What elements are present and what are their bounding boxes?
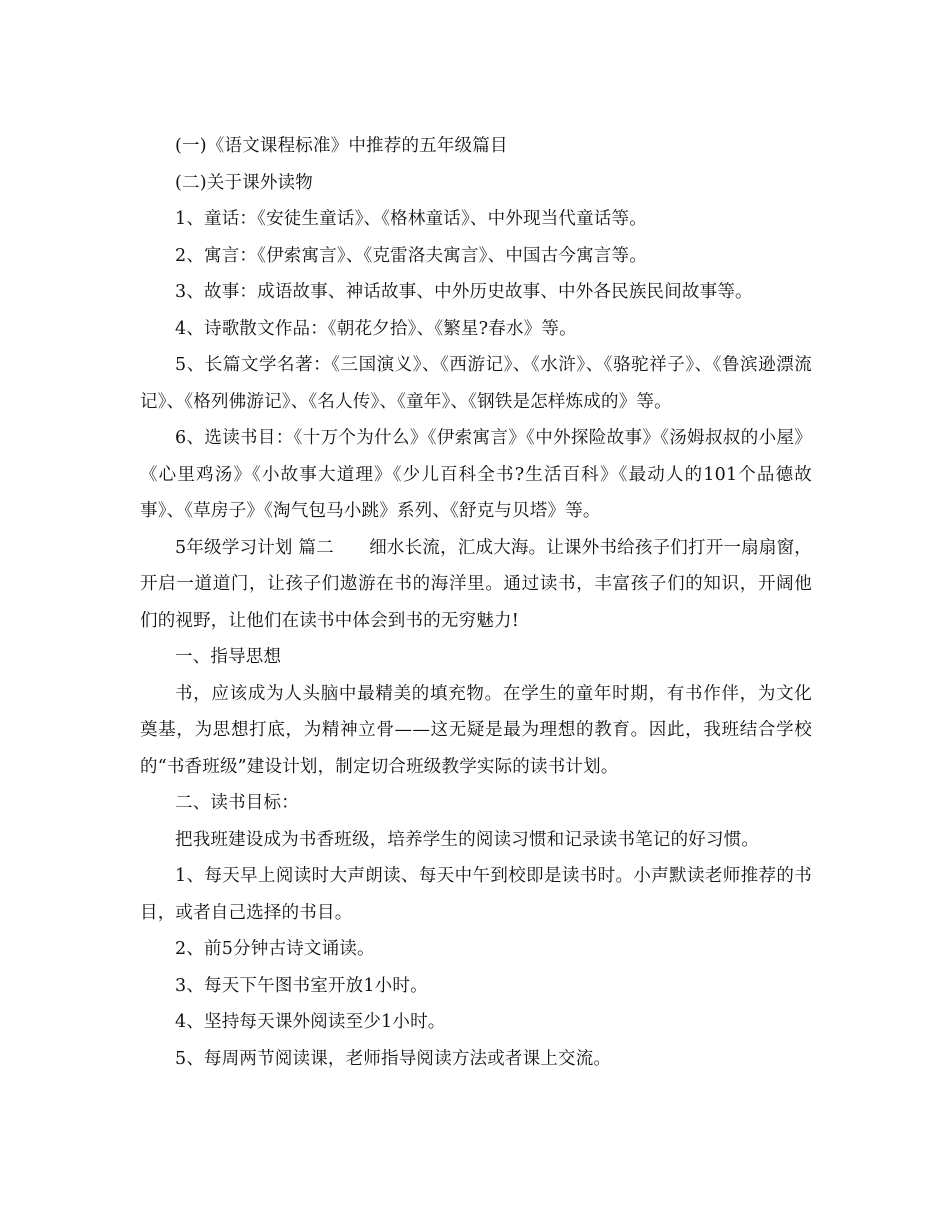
list-item-stories: 3、故事：成语故事、神话故事、中外历史故事、中外各民族民间故事等。: [175, 282, 753, 302]
heading-recommended-list: (一)《语文课程标准》中推荐的五年级篇目: [175, 136, 508, 156]
paragraph-guiding-thought: 书，应该成为人头脑中最精美的填充物。在学生的童年时期，有书作伴，为文化奠基，为思想打底，为精神立骨——这无疑是最为理想的教育。因此，我班结合学校的“书香班级”建设计划，制定切合班级教学实际的读书计划。: [140, 683, 812, 777]
goal-item-5: 5、每周两节阅读课，老师指导阅读方法或者课上交流。: [175, 1048, 612, 1069]
goal-item-1: 1、每天早上阅读时大声朗读、每天中午到校即是读书时。小声默读老师推荐的书目，或者自己选择的书目。: [140, 866, 812, 923]
heading-extracurricular: (二)关于课外读物: [175, 172, 313, 193]
heading-reading-goals: 二、读书目标：: [175, 793, 299, 813]
paragraph-plan-two-intro: 5年级学习计划 篇二 细水长流，汇成大海。让课外书给孩子们打开一扇扇窗，开启一道道门，让孩子们遨游在书的海洋里。通过读书，丰富孩子们的知识，开阔他们的视野，让他们在读书中体会到书的无穷魅力!: [140, 537, 812, 631]
list-item-poetry: 4、诗歌散文作品：《朝花夕拾》、《繁星?春水》等。: [175, 318, 577, 339]
goal-item-4: 4、坚持每天课外阅读至少1小时。: [175, 1012, 446, 1032]
goal-item-3: 3、每天下午图书室开放1小时。: [175, 975, 428, 996]
list-item-fairy-tales: 1、童话：《安徒生童话》、《格林童话》、中外现当代童话等。: [175, 209, 647, 229]
list-item-novels: 5、长篇文学名著：《三国演义》、《西游记》、《水浒》、《骆驼祥子》、《鲁滨逊漂流记》、《格列佛游记》、《名人传》、《童年》、《钢铁是怎样炼成的》等。: [140, 355, 812, 412]
list-item-selected-books: 6、选读书目：《十万个为什么》《伊索寓言》《中外探险故事》《汤姆叔叔的小屋》《心里鸡汤》《小故事大道理》《少儿百科全书?生活百科》《最动人的101个品德故事》、《草房子》《淘气包马小跳》系列、《舒克与贝塔》等。: [140, 428, 812, 521]
list-item-fables: 2、寓言：《伊索寓言》、《克雷洛夫寓言》、中国古今寓言等。: [175, 245, 647, 266]
document-body: [140, 128, 812, 1077]
goal-item-2: 2、前5分钟古诗文诵读。: [175, 939, 375, 959]
heading-guiding-thought: 一、指导思想: [175, 647, 282, 667]
paragraph-reading-goals: 把我班建设成为书香班级，培养学生的阅读习惯和记录读书笔记的好习惯。: [175, 829, 760, 850]
